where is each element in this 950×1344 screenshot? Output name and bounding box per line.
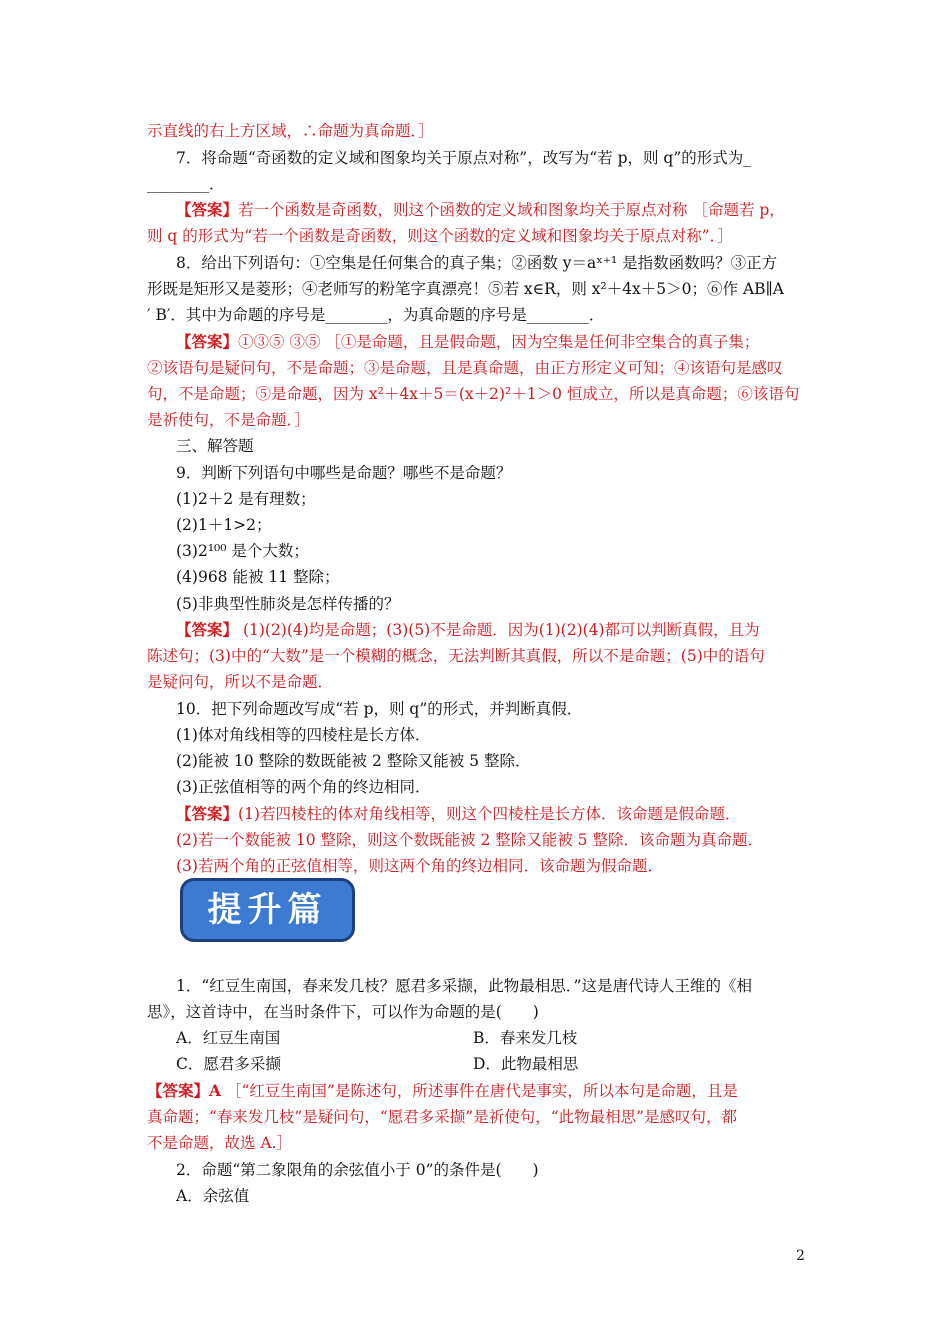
page-number: 2 [796,1248,805,1264]
answer-tag: 【答案】 [147,1081,210,1100]
banner-title: 提升篇 [207,890,328,930]
option-a: A．红豆生南国 [176,1029,281,1047]
answer-9-cont: 是疑问句，所以不是命题． [147,673,334,691]
answer-9-cont: 陈述句；(3)中的“大数”是一个模糊的概念，无法判断其真假，所以不是命题；(5)中的语句 [147,647,765,665]
question-10-item: (2)能被 10 整除的数既能被 2 整除又能被 5 整除． [176,752,531,770]
question-2: 2．命题“第二象限角的余弦值小于 0”的条件是( ) [176,1161,539,1179]
question-9-item: (3)2¹⁰⁰ 是个大数； [176,542,309,560]
question-10-item: (1)体对角线相等的四棱柱是长方体． [176,726,431,744]
answer-1-cont: 真命题；“春来发几枝”是疑问句，“愿君多采撷”是祈使句，“此物最相思”是感叹句，都 [147,1108,738,1126]
answer-text: 示直线的右上方区域，∴命题为真命题．］ [147,122,434,140]
question-7: 7．将命题“奇函数的定义域和图象均关于原点对称”，改写为“若 p，则 q”的形式为_ [176,149,752,167]
question-2-option-a: A．余弦值 [176,1187,250,1205]
answer-1: 【答案】A ［“红豆生南国”是陈述句，所述事件在唐代是事实，所以本句是命题，且是 [147,1081,738,1100]
answer-10-item: (2)若一个数能被 10 整除，则这个数既能被 2 整除又能被 5 整除．该命题为真命题． [176,831,763,849]
section-banner [180,878,355,942]
answer-tag: 【答案】 [176,332,239,351]
question-1-cont: 思》，这首诗中，在当时条件下，可以作为命题的是( ) [147,1003,539,1021]
answer-8: 【答案】①③⑤ ③⑤ ［①是命题，且是假命题，因为空集是任何非空集合的真子集； [176,332,760,351]
answer-tag: 【答案】 [176,804,239,823]
question-10: 10．把下列命题改写成“若 p，则 q”的形式，并判断真假． [176,700,583,718]
answer-8-cont: 是祈使句，不是命题．］ [147,411,310,429]
answer-choice: A [209,1081,222,1100]
answer-8-cont: 句，不是命题；⑤是命题，因为 x²＋4x＋5＝(x＋2)²＋1＞0 恒成立，所以是真命题；⑥该语句 [147,385,800,403]
answer-tag: 【答案】 [176,200,239,219]
answer-7: 【答案】若一个函数是奇函数，则这个函数的定义域和图象均关于原点对称 ［命题若 p， [176,200,785,219]
question-8-cont: ′ B′．其中为命题的序号是________，为真命题的序号是________． [147,306,605,324]
option-b: B．春来发几枝 [473,1029,578,1047]
question-1: 1．“红豆生南国，春来发几枝？愿君多采撷，此物最相思．”这是唐代诗人王维的《相 [176,977,752,995]
answer-9: 【答案】 (1)(2)(4)均是命题；(3)(5)不是命题．因为(1)(2)(4)都可以判断真假，且为 [176,620,760,639]
question-8: 8．给出下列语句：①空集是任何集合的真子集；②函数 y＝aˣ⁺¹ 是指数函数吗？③正方 [176,254,778,272]
question-7-blank: ________． [147,175,225,193]
answer-8-cont: ②该语句是疑问句，不是命题；③是命题，且是真命题，由正方形定义可知；④该语句是感叹 [147,359,783,377]
question-9-item: (5)非典型性肺炎是怎样传播的？ [176,595,400,613]
answer-7-cont: 则 q 的形式为“若一个函数是奇函数，则这个函数的定义域和图象均关于原点对称”．］ [147,227,733,245]
answer-10: 【答案】(1)若四棱柱的体对角线相等，则这个四棱柱是长方体．该命题是假命题． [176,804,741,823]
answer-1-cont: 不是命题，故选 A.］ [147,1134,293,1152]
section-heading: 三、解答题 [176,437,254,455]
question-10-item: (3)正弦值相等的两个角的终边相同． [176,778,431,796]
question-9-item: (2)1＋1>2； [176,516,272,534]
question-9-item: (4)968 能被 11 整除； [176,568,340,586]
question-9: 9．判断下列语句中哪些是命题？哪些不是命题？ [176,464,512,482]
question-9-item: (1)2＋2 是有理数； [176,490,316,508]
answer-tag: 【答案】 [176,620,239,639]
question-8-cont: 形既是矩形又是菱形；④老师写的粉笔字真漂亮！⑤若 x∈R，则 x²＋4x＋5＞0；⑥作 AB∥A [147,280,784,298]
option-d: D．此物最相思 [473,1055,579,1073]
answer-10-item: (3)若两个角的正弦值相等，则这两个角的终边相同．该命题为假命题． [176,857,663,875]
option-c: C．愿君多采撷 [176,1055,281,1073]
